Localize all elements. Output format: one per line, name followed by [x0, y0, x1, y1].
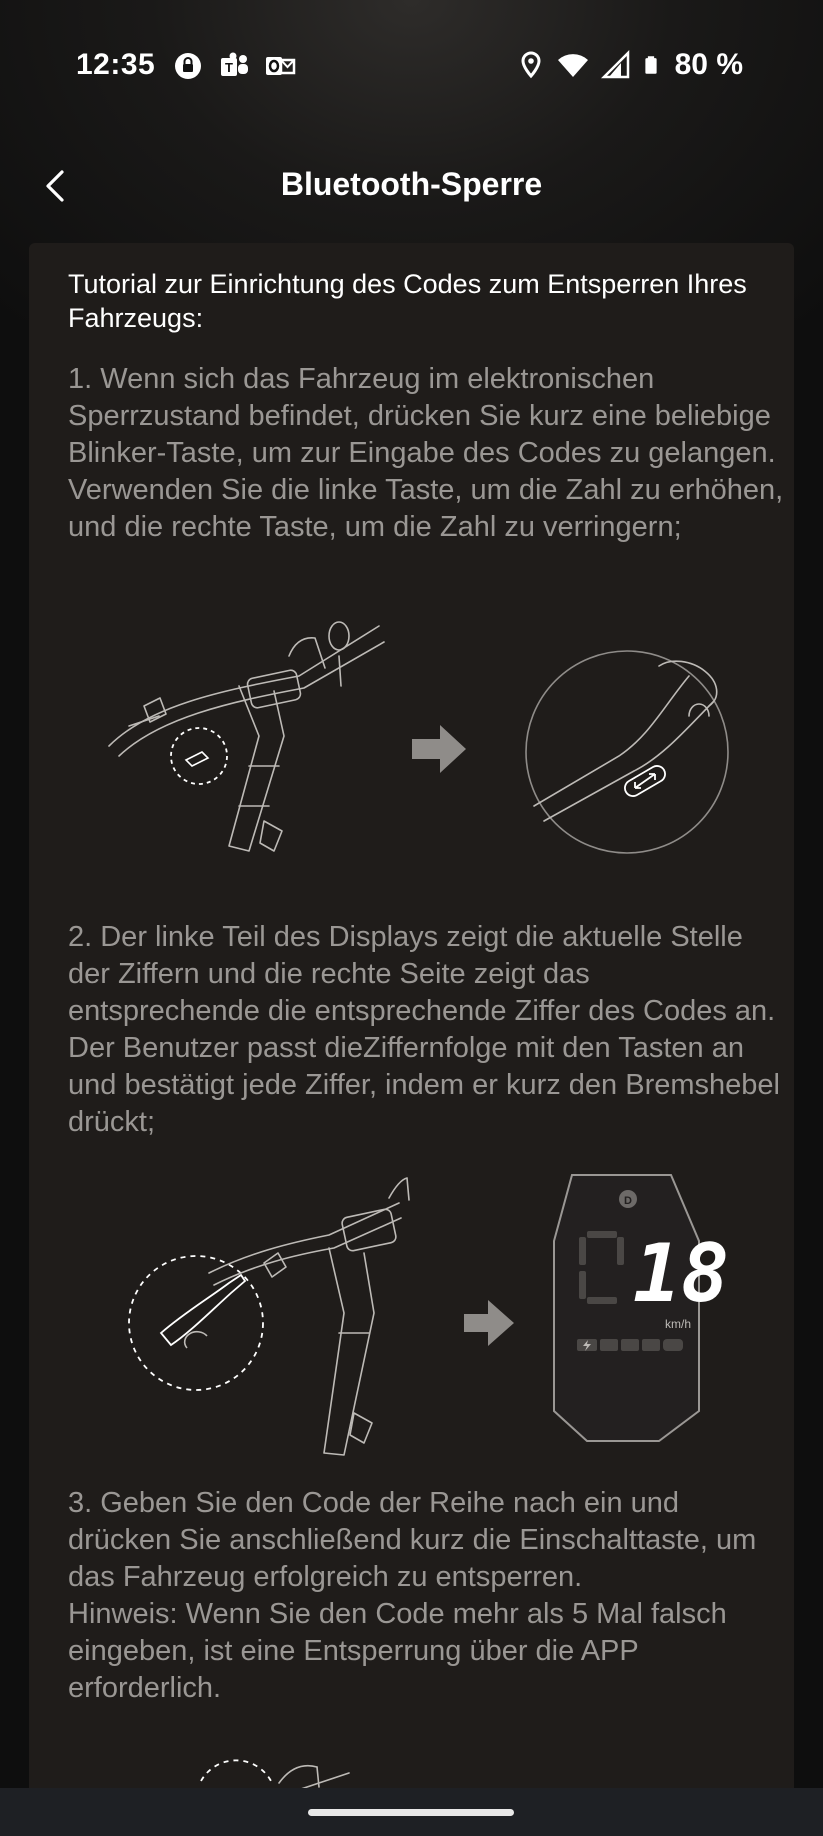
status-bar [0, 40, 823, 90]
display-unit: km/h [664, 1317, 691, 1331]
outlook-icon [264, 50, 296, 82]
svg-text:T: T [225, 60, 233, 75]
tutorial-intro: Tutorial zur Einrichtung des Codes zum Entsperren Ihres Fahrzeugs: [68, 269, 747, 333]
battery-percentage: 80 % [674, 48, 743, 81]
step-3-instruction: 3. Geben Sie den Code der Reihe nach ein und drücken Sie anschließend kurz die Einschalttaste, um das Fahrzeug erfolgreich zu entsperren. [68, 1487, 757, 1593]
step-2-text: 2. Der linke Teil des Displays zeigt die aktuelle Stelle der Ziffern und die rechte Seite zeigt das entsprechende die entsprechende Ziffer des Codes an. Der Benutzer passt dieZiffernfolge mit den Tasten an und bestätigt jede Ziffer, indem er kurz den Bremshebel drückt; [68, 921, 780, 1138]
notification-icons [172, 50, 296, 82]
location-icon [515, 49, 547, 81]
svg-text:D: D [624, 1195, 632, 1207]
brake-lever-display-illustration [89, 1173, 749, 1473]
message-icon [172, 50, 204, 82]
step-3-text [68, 1485, 788, 1707]
battery-icon [641, 49, 661, 81]
wifi-icon [557, 49, 589, 81]
tutorial-card [29, 243, 794, 1836]
teams-icon [218, 50, 250, 82]
status-time: 12:35 [76, 48, 156, 81]
step-1-text: 1. Wenn sich das Fahrzeug im elektronischen Sperrzustand befindet, drücken Sie kurz eine beliebige Blinker-Taste, um zur Eingabe des Codes zu gelangen. Verwenden Sie die linke Taste, um die Zahl zu erhöhen, und die rechte Taste, um die Zahl zu verringern; [68, 363, 784, 543]
scooter-turn-signal-illustration [89, 606, 749, 876]
system-icons [515, 48, 743, 82]
display-digits: 18 [632, 1227, 730, 1320]
home-gesture-handle[interactable] [308, 1809, 514, 1816]
signal-icon [599, 49, 631, 81]
app-header [0, 160, 823, 216]
step-3-note: Hinweis: Wenn Sie den Code mehr als 5 Mal falsch eingeben, ist eine Entsperrung über die APP erforderlich. [68, 1598, 727, 1704]
page-title: Bluetooth-Sperre [280, 166, 543, 202]
